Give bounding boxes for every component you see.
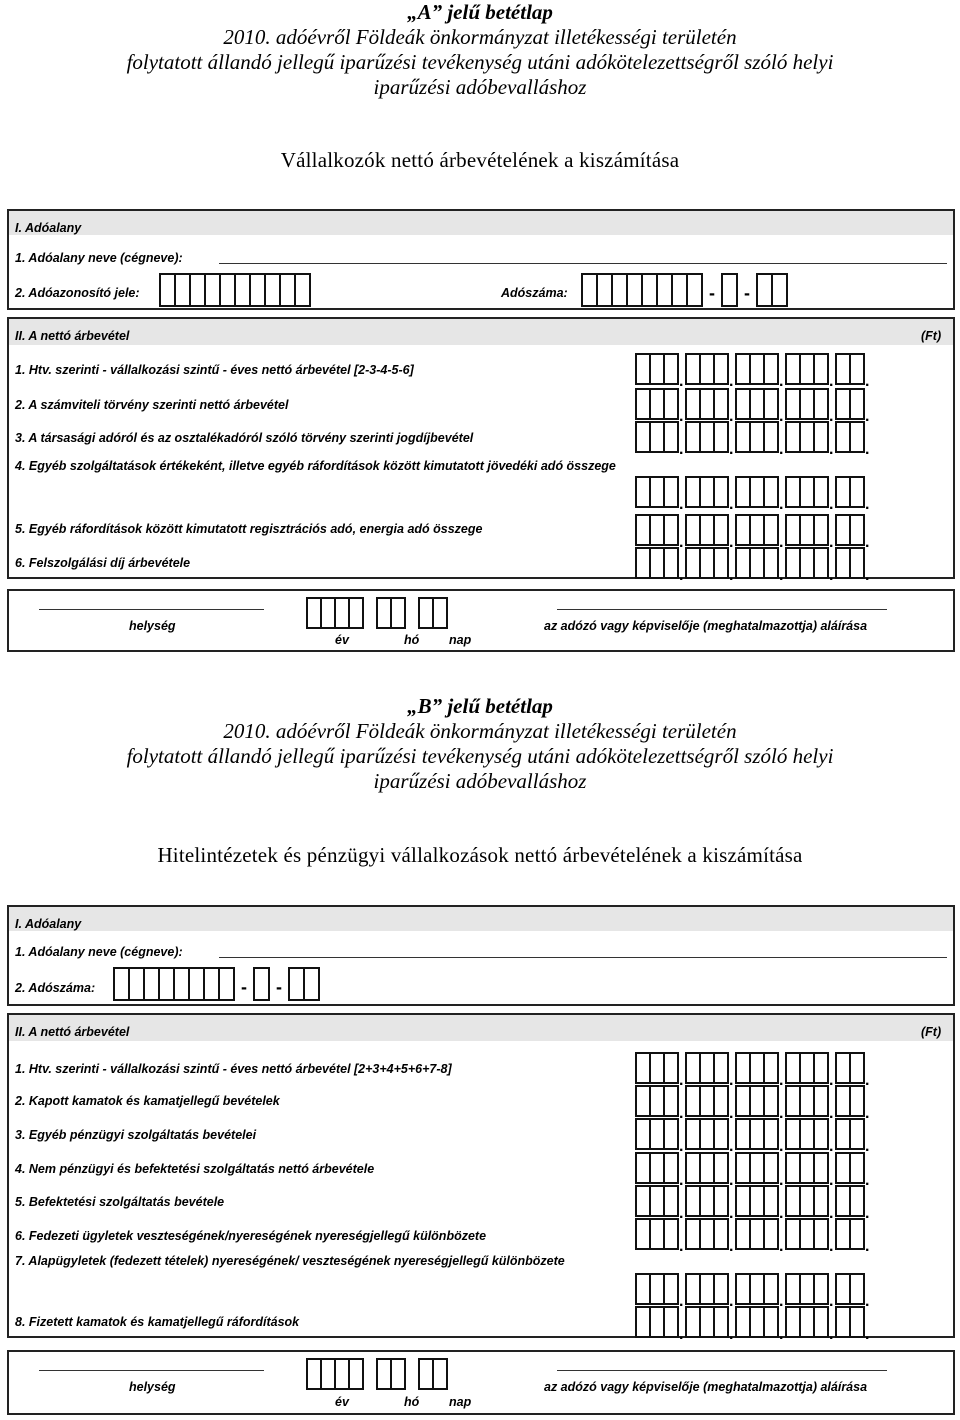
form-b-name-field[interactable]: [219, 957, 947, 958]
form-a-row-5-amount[interactable]: [635, 514, 871, 546]
form-a-row-6-label: 6. Felszolgálási díj árbevétele: [15, 556, 191, 570]
form-a-row-4-label: 4. Egyéb szolgáltatások értékeként, illetve egyéb ráfordítások között kimutatott jövedéki adó összege: [15, 459, 616, 473]
form-a-row-2-amount[interactable]: [635, 388, 871, 420]
form-a-row-6-amount[interactable]: [635, 547, 871, 579]
form-a-taxnum-boxes[interactable]: - -: [581, 273, 788, 307]
form-a-row-3-label: 3. A társasági adóról és az osztalékadóról szóló törvény szerinti jogdíjbevétel: [15, 431, 474, 445]
form-b-signature-panel: [7, 1350, 955, 1415]
form-b-section1-title: I. Adóalany: [15, 917, 82, 931]
form-b-line2: folytatott állandó jellegű iparűzési tevékenység utáni adókötelezettségről szóló helyi: [126, 744, 834, 768]
form-a-line2: folytatott állandó jellegű iparűzési tevékenység utáni adókötelezettségről szóló helyi: [126, 50, 834, 74]
form-b-currency: (Ft): [921, 1025, 942, 1039]
form-a-signature-field[interactable]: [557, 609, 887, 610]
form-a-row-2-label: 2. A számviteli törvény szerinti nettó árbevétel: [15, 398, 289, 412]
form-a-place-field[interactable]: [39, 609, 264, 610]
form-b-place-label: helység: [129, 1380, 176, 1394]
form-a-row-5-label: 5. Egyéb ráfordítások között kimutatott regisztrációs adó, energia adó összege: [15, 522, 483, 536]
form-b-taxnum-label: 2. Adószáma:: [15, 981, 96, 995]
form-b-row-8-amount[interactable]: [635, 1306, 871, 1338]
form-a-name-label: 1. Adóalany neve (cégneve):: [15, 251, 183, 265]
form-a-day-label: nap: [449, 633, 472, 647]
form-b-header: [0, 694, 960, 794]
form-a-line1: 2010. adóévről Földeák önkormányzat illetékességi területén: [223, 25, 737, 49]
form-b-title: „B” jelű betétlap: [407, 694, 553, 718]
form-a-header: [0, 0, 960, 100]
form-b-name-label: 1. Adóalany neve (cégneve):: [15, 945, 183, 959]
form-b-subtitle: Hitelintézetek és pénzügyi vállalkozások nettó árbevételének a kiszámítása: [157, 843, 803, 867]
form-b-row-6-amount[interactable]: [635, 1218, 871, 1250]
form-b-row-2-amount[interactable]: [635, 1085, 871, 1117]
form-b-row-3-amount[interactable]: [635, 1118, 871, 1150]
form-b-line3: iparűzési adóbevalláshoz: [373, 769, 587, 793]
form-b-section2-title: II. A nettó árbevétel: [15, 1025, 130, 1039]
form-a-taxid-label: 2. Adóazonosító jele:: [15, 286, 140, 300]
form-b-taxnum-boxes[interactable]: - -: [113, 967, 320, 1001]
form-a-place-label: helység: [129, 619, 176, 633]
form-b-row-4-label: 4. Nem pénzügyi és befektetési szolgáltatás nettó árbevétele: [15, 1162, 375, 1176]
form-a-row-1-amount[interactable]: [635, 353, 871, 385]
form-a-taxid-boxes[interactable]: [159, 273, 311, 307]
form-b-row-8-label: 8. Fizetett kamatok és kamatjellegű ráfordítások: [15, 1315, 300, 1329]
form-b-row-7-label: 7. Alapügyletek (fedezett tételek) nyereségének/ veszteségének nyereségjellegű különbözete: [15, 1254, 565, 1268]
form-b-signature-label: az adózó vagy képviselője (meghatalmazottja) aláírása: [544, 1380, 868, 1394]
form-a-row-1-label: 1. Htv. szerinti - vállalkozási szintű - éves nettó árbevétel [2-3-4-5-6]: [15, 363, 414, 377]
form-a-revenue-panel: [7, 317, 955, 579]
form-b-day-label: nap: [449, 1395, 472, 1409]
form-a-row-4-amount[interactable]: [635, 476, 871, 508]
form-a-taxnum-label: Adószáma:: [501, 286, 568, 300]
form-a-section1-title: I. Adóalany: [15, 221, 82, 235]
form-a-date-boxes[interactable]: [306, 597, 448, 629]
form-a-signature-label: az adózó vagy képviselője (meghatalmazottja) aláírása: [544, 619, 868, 633]
form-a-year-label: év: [335, 633, 349, 647]
form-b-row-7-amount[interactable]: [635, 1273, 871, 1305]
form-a-month-label: hó: [404, 633, 420, 647]
form-a-taxpayer-panel: [7, 209, 955, 310]
form-b-revenue-panel: [7, 1013, 955, 1338]
form-b-signature-field[interactable]: [557, 1370, 887, 1371]
form-a-line3: iparűzési adóbevalláshoz: [373, 75, 587, 99]
form-b-row-1-label: 1. Htv. szerinti - vállalkozási szintű - éves nettó árbevétel [2+3+4+5+6+7-8]: [15, 1062, 452, 1076]
form-b-row-5-amount[interactable]: [635, 1185, 871, 1217]
form-b-row-2-label: 2. Kapott kamatok és kamatjellegű bevételek: [15, 1094, 280, 1108]
form-b-year-label: év: [335, 1395, 349, 1409]
form-b-place-field[interactable]: [39, 1370, 264, 1371]
form-b-row-5-label: 5. Befektetési szolgáltatás bevétele: [15, 1195, 225, 1209]
form-a-title: „A” jelű betétlap: [407, 0, 553, 24]
form-b-row-6-label: 6. Fedezeti ügyletek veszteségének/nyereségének nyereségjellegű különbözete: [15, 1229, 487, 1243]
form-b-month-label: hó: [404, 1395, 420, 1409]
form-a-name-field[interactable]: [219, 263, 947, 264]
form-a-signature-panel: [7, 589, 955, 652]
form-b-line1: 2010. adóévről Földeák önkormányzat illetékességi területén: [223, 719, 737, 743]
form-a-subtitle: Vállalkozók nettó árbevételének a kiszámítása: [280, 148, 680, 172]
form-b-row-4-amount[interactable]: [635, 1152, 871, 1184]
form-a-section2-title: II. A nettó árbevétel: [15, 329, 130, 343]
form-b-row-1-amount[interactable]: [635, 1052, 871, 1084]
form-b-row-3-label: 3. Egyéb pénzügyi szolgáltatás bevételei: [15, 1128, 257, 1142]
form-b-date-boxes[interactable]: [306, 1358, 448, 1390]
form-b-taxpayer-panel: [7, 905, 955, 1006]
form-a-currency: (Ft): [921, 329, 942, 343]
form-a-row-3-amount[interactable]: [635, 421, 871, 453]
